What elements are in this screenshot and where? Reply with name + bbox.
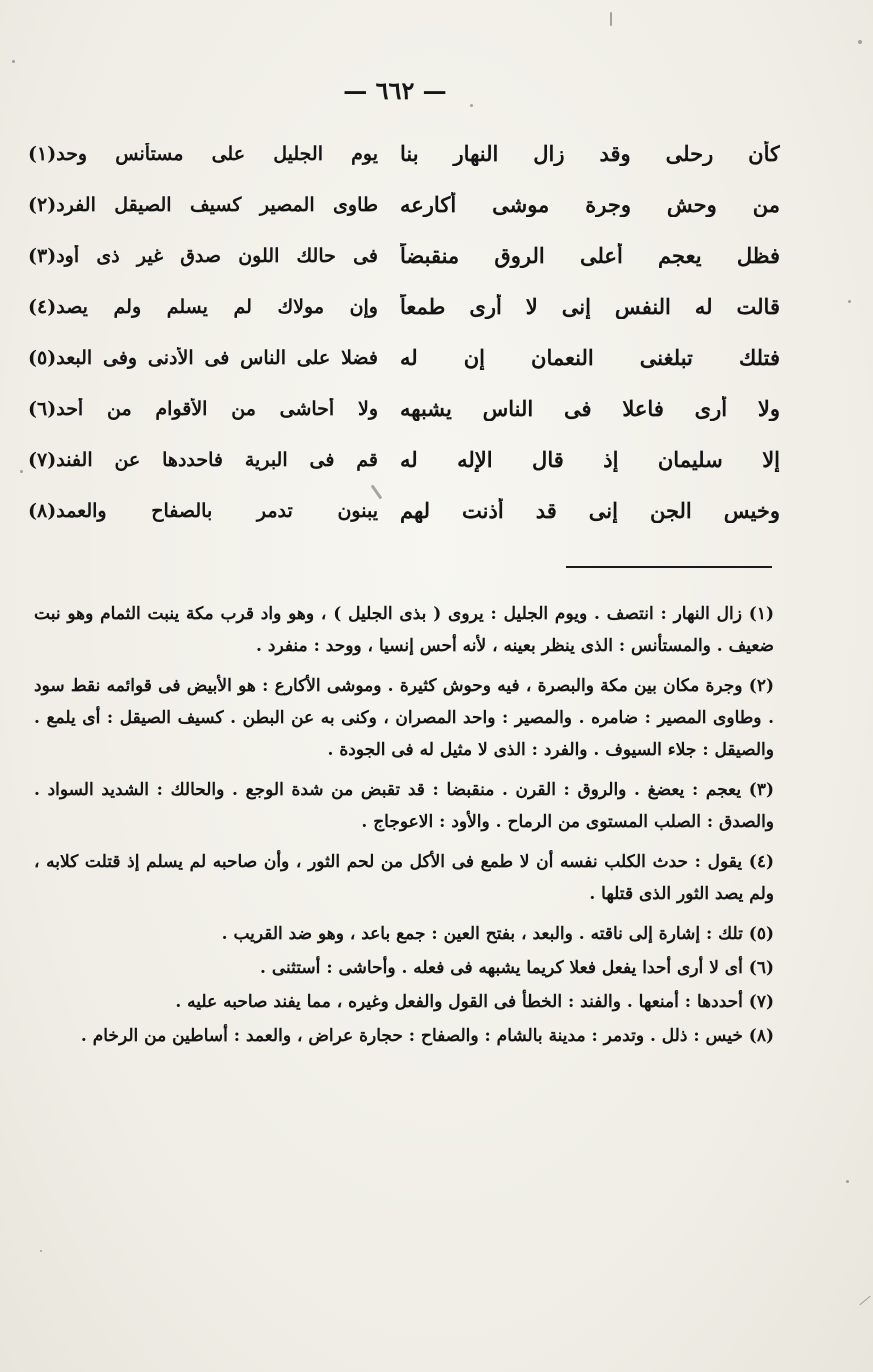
poem-verses [28,128,780,536]
footnote: (٨) خيس : ذلل . وتدمر : مدينة بالشام : والصفاح : حجارة عراض ، والعمد : أساطين من الرخام . [80,1026,774,1046]
verse-first-hemistich: فظل يعجم أعلى الروق منقبضاً [400,243,780,268]
footnote: (٦) أى لا أرى أحدا يفعل فعلا كريما يشبهه فى فعله . وأحاشى : أستثنى . [260,958,774,978]
verse-second-text: طاوى المصير كسيف الصيقل الفرد [56,193,378,216]
scan-speck [40,1250,42,1252]
verse-line [28,485,780,536]
verse-second-hemistich [28,143,378,165]
verse-second-hemistich [28,245,378,267]
verse-second-hemistich [28,398,378,420]
verse-first-hemistich: فتلك تبلغنى النعمان إن له [400,345,780,370]
footnote-divider [566,566,772,568]
verse-second-hemistich [28,347,378,369]
verse-note-marker: (٧) [28,448,57,471]
verse-line [28,434,780,485]
verse-line [28,332,780,383]
verse-note-marker: (٦) [28,397,57,420]
verse-second-text: يبنون تدمر بالصفاح والعمد [56,499,378,522]
verse-second-text: فضلا على الناس فى الأدنى وفى البعد [56,346,378,369]
verse-second-hemistich [28,449,378,471]
verse-note-marker: (٣) [28,244,57,267]
verse-line [28,179,780,230]
verse-second-text: يوم الجليل على مستأنس وحد [56,142,378,165]
scan-speck [846,1180,849,1183]
verse-note-marker: (٢) [28,193,57,216]
footnote: (٢) وجرة مكان بين مكة والبصرة ، فيه وحوش كثيرة . وموشى الأكارع : هو الأبيض فى قوائمه نقط سود . وطاوى المصير : ضامره . والمصير : واحد المصران ، وكنى به عن البطن . كسيف الصيقل : أى يلمع . والصيقل : جلاء السيوف . والفرد : الذى لا مثيل له فى الجودة . [34,676,774,760]
scan-speck [859,1296,870,1306]
scan-speck [848,300,851,303]
verse-note-marker: (٨) [28,499,57,522]
verse-first-hemistich: ولا أرى فاعلا فى الناس يشبهه [400,396,780,421]
verse-line [28,128,780,179]
verse-second-text: ولا أحاشى من الأقوام من أحد [56,397,378,420]
verse-second-text: قم فى البرية فاحددها عن الفند [56,448,378,471]
verse-first-hemistich: قالت له النفس إنى لا أرى طمعاً [400,294,780,319]
footnote: (٣) يعجم : يعضغ . والروق : القرن . منقبضا : قد تقبض من شدة الوجع . والحالك : الشديد السواد . والصدق : الصلب المستوى من الرماح . والأود : الاعوجاج . [34,780,774,832]
verse-first-hemistich: وخيس الجن إنى قد أذنت لهم [400,498,780,523]
verse-second-hemistich [28,500,378,522]
verse-note-marker: (٥) [28,346,57,369]
footnotes [34,598,774,1060]
scan-speck [20,470,23,473]
verse-line [28,230,780,281]
verse-line [28,383,780,434]
verse-first-hemistich: من وحش وجرة موشى أكارعه [400,192,780,217]
scan-speck [610,12,612,26]
scan-speck [12,60,15,63]
verse-note-marker: (١) [28,142,57,165]
footnote: (٥) تلك : إشارة إلى ناقته . والبعد ، بفتح العين : جمع باعد ، وهو ضد القريب . [221,924,774,944]
footnote: (٧) أحددها : أمنعها . والفند : الخطأ فى القول والفعل وغيره ، مما يفند صاحبه عليه . [175,992,774,1012]
verse-note-marker: (٤) [28,295,57,318]
verse-second-hemistich [28,194,378,216]
page-number: — ٦٦٢ — [343,76,447,105]
verse-second-hemistich [28,296,378,318]
verse-first-hemistich: كأن رحلى وقد زال النهار بنا [400,141,780,166]
verse-line [28,281,780,332]
verse-second-text: فى حالك اللون صدق غير ذى أود [56,244,378,267]
verse-second-text: وإن مولاك لم يسلم ولم يصد [56,295,378,318]
verse-first-hemistich: إلا سليمان إذ قال الإله له [400,447,780,472]
footnote: (٤) يقول : حدث الكلب نفسه أن لا طمع فى الأكل من لحم الثور ، وأن صاحبه لم يسلم إذ قتلت كلابه ، ولم يصد الثور الذى قتلها . [34,852,774,904]
scan-speck [858,40,862,44]
footnote: (١) زال النهار : انتصف . ويوم الجليل : يروى ( بذى الجليل ) ، وهو واد قرب مكة ينبت الثمام وهو نبت ضعيف . والمستأنس : الذى ينظر بعينه ، لأنه أحس إنسيا ، ووحد : منفرد . [34,604,774,656]
